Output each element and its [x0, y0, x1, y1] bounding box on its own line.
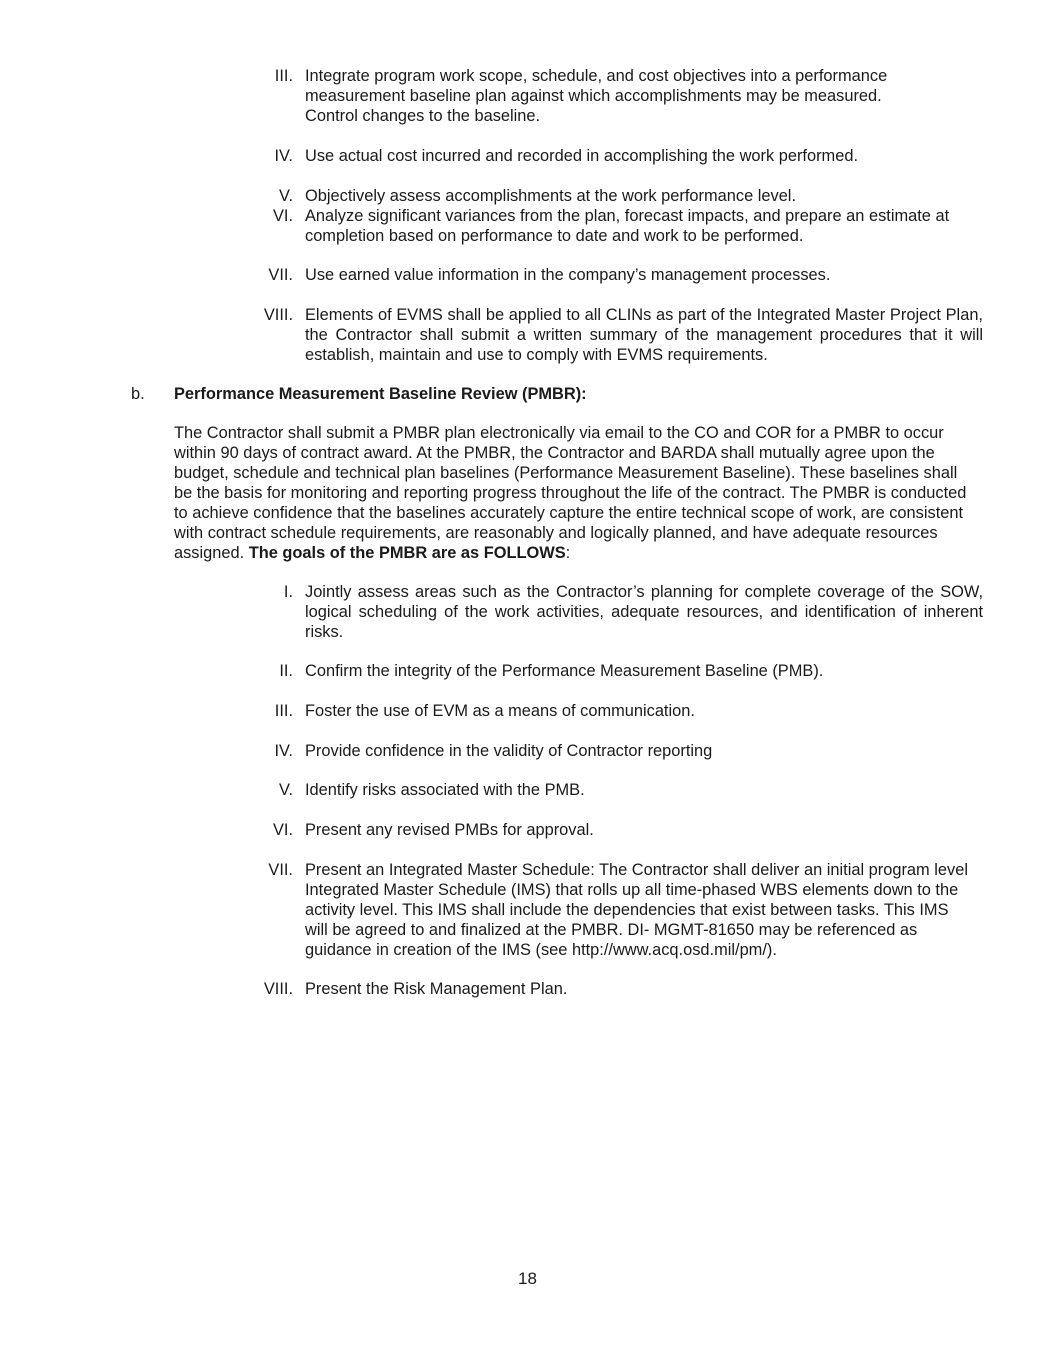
goal-item [255, 979, 985, 999]
goal-text: Foster the use of EVM as a means of communication. [305, 702, 695, 720]
goal-number: II. [279, 662, 293, 680]
list-text: Use earned value information in the company’s management processes. [305, 266, 831, 284]
list-number: VI. [272, 207, 293, 225]
goal-item [255, 582, 983, 642]
goal-number: VI. [272, 821, 293, 839]
goal-number: V. [279, 781, 293, 799]
goal-number: I. [283, 583, 293, 601]
goal-number: III. [274, 702, 293, 720]
page-number: 18 [518, 1269, 537, 1288]
list-item [255, 186, 985, 206]
section-paragraph [174, 423, 974, 563]
goal-text: Present the Risk Management Plan. [305, 980, 568, 998]
list-item [255, 265, 985, 285]
section-heading: Performance Measurement Baseline Review (PMBR): [174, 385, 587, 403]
goal-item [255, 701, 985, 721]
paragraph-text: The Contractor shall submit a PMBR plan electronically via email to the CO and COR for a PMBR to occur within 90 days of contract award. At the PMBR, the Contractor and BARDA shall mutually agree upon the budget, schedule and technical plan baselines (Performance Measurement Baseline). These baselines shall be the basis for monitoring and reporting progress throughout the life of the contract. The PMBR is conducted to achieve confidence that the baselines accurately capture the entire technical scope of work, are consistent with contract schedule requirements, are reasonably and logically planned, and have adequate resources assigned. [174, 424, 967, 562]
list-number: V. [279, 187, 293, 205]
list-number: III. [274, 67, 293, 85]
list-number: IV. [274, 147, 293, 165]
list-item [255, 305, 983, 365]
section-letter: b. [131, 385, 145, 403]
goal-item [255, 820, 985, 840]
list-item [255, 66, 913, 126]
goal-item [255, 780, 985, 800]
goal-text: Jointly assess areas such as the Contractor’s planning for complete coverage of the SOW, logical scheduling of the work activities, adequate resources, and identification of inherent risks. [305, 583, 983, 641]
goal-text: Confirm the integrity of the Performance Measurement Baseline (PMB). [305, 662, 824, 680]
list-item [255, 146, 985, 166]
section-b-heading-row [131, 384, 145, 404]
goal-item [255, 661, 985, 681]
list-text: Elements of EVMS shall be applied to all CLINs as part of the Integrated Master Project Plan, the Contractor shall submit a written summary of the management procedures that it will establish, maintain and use to comply with EVMS requirements. [305, 306, 983, 364]
goal-text: Present any revised PMBs for approval. [305, 821, 594, 839]
goal-text: Provide confidence in the validity of Contractor reporting [305, 742, 713, 760]
paragraph-goals-colon: : [565, 544, 571, 562]
goal-number: IV. [274, 742, 293, 760]
goal-item [255, 860, 971, 960]
list-text: Objectively assess accomplishments at the work performance level. [305, 187, 797, 205]
goal-text: Identify risks associated with the PMB. [305, 781, 585, 799]
paragraph-goals-lead: The goals of the PMBR are as FOLLOWS [248, 544, 566, 562]
goal-item [255, 741, 985, 761]
list-item [255, 206, 980, 246]
list-text: Use actual cost incurred and recorded in accomplishing the work performed. [305, 147, 858, 165]
list-number: VIII. [263, 306, 293, 324]
goal-text: Present an Integrated Master Schedule: The Contractor shall deliver an initial program level Integrated Master Schedule (IMS) that rolls up all time-phased WBS elements down to the activity level. This IMS shall include the dependencies that exist between tasks. This IMS will be agreed to and finalized at the PMBR. DI- MGMT-81650 may be referenced as guidance in creation of the IMS (see http://www.acq.osd.mil/pm/). [305, 861, 968, 959]
list-text: Analyze significant variances from the plan, forecast impacts, and prepare an estimate at completion based on performance to date and work to be performed. [305, 207, 950, 245]
list-number: VII. [268, 266, 293, 284]
goal-number: VII. [268, 861, 293, 879]
goal-number: VIII. [263, 980, 293, 998]
list-text: Integrate program work scope, schedule, and cost objectives into a performance measurement baseline plan against which accomplishments may be measured. Control changes to the baseline. [305, 67, 888, 125]
